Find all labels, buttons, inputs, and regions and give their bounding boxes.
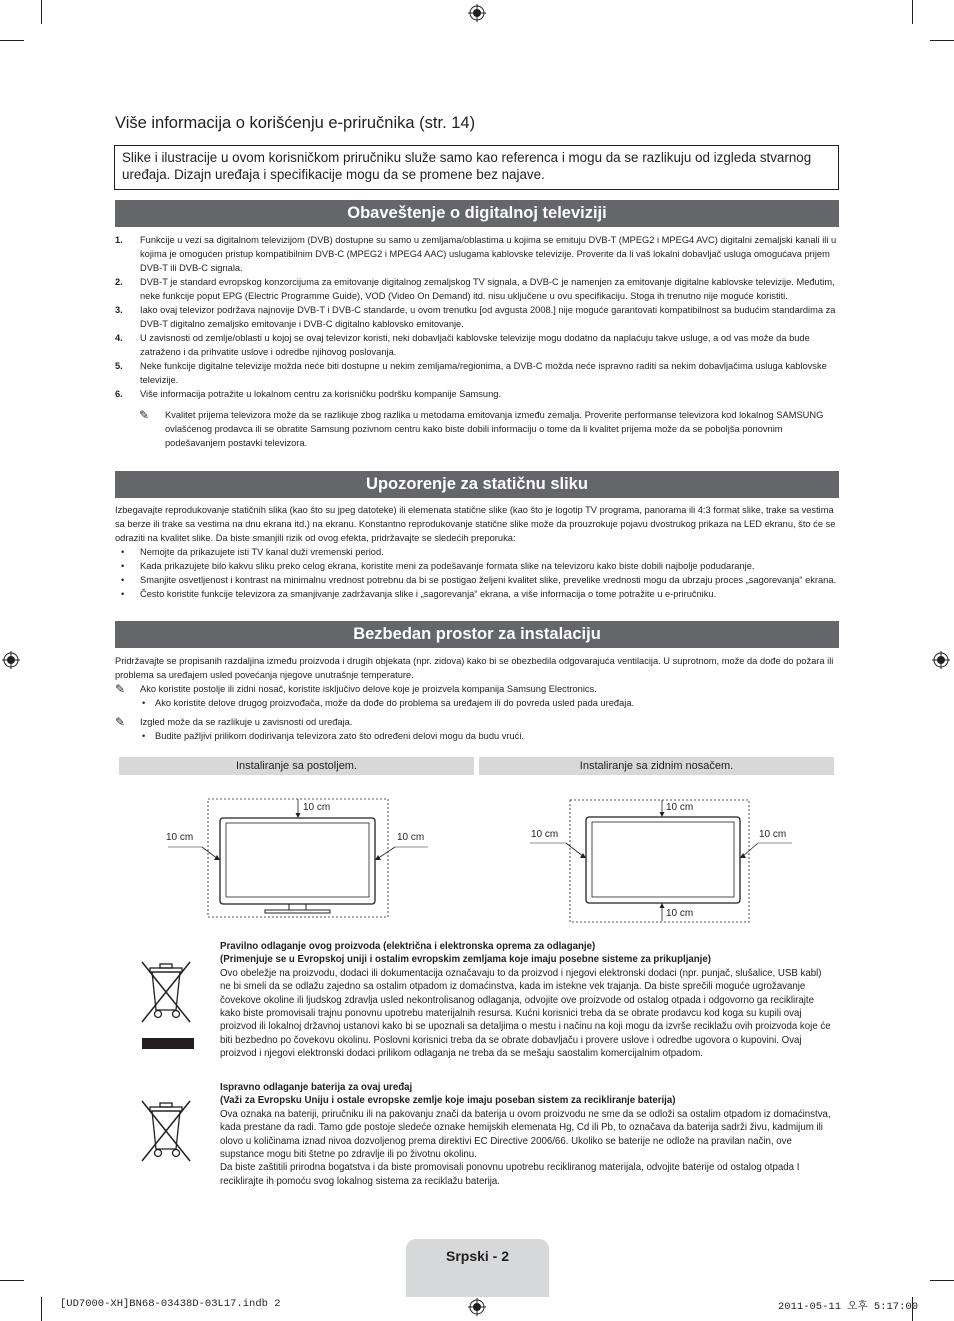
list-item: • Ako koristite delove drugog proizvođača, može da dođe do problema sa uređajem ili do povreda usled pada uređaja. (142, 698, 635, 708)
section-intro: Pridržavajte se propisanih razdaljina između proizvoda i drugih objekata (npr. zidova) kako bi se obezbedila odgovarajuća ventilacija. U suprotnom, može da dođe do požara ili problema sa uređajem usled povećanja njegove unutrašnje temperature. (115, 656, 834, 680)
installation-section (115, 654, 837, 743)
weee-text: Pravilno odlaganje ovog proizvoda (električna i elektronska oprema za odlaganje) (Primenjuje se u Evropskoj uniji i ostalim evropskim zemljama koje imaju posebne sisteme za prikupljanje) Ovo obeležje na proizvodu, dodaci ili dokumentacija označavaju to da proizvod i njegovi elektronski dodaci (npr. punjač, slušalice, USB kabl) ne bi smeli da se odlažu zajedno sa ostalim otpadom iz domaćinstva, kada im istekne vek trajanja. Da biste sprečili moguće ugrožavanje čovekove okoline ili ljudskog zdravlja usled nekontrolisanog odlaganja, odvojite ove proizvode od ostalog otpada i odgovorno ga reciklirajte kako biste promovisali trajnu ponovnu upotrebu materijalnih resursa. Kućni korisnici treba da se obrate prodavcu kod koga su kupili ovaj proizvod ili lokalnoj državnoj ustanovi kako bi se upoznali sa detaljima o mestu i načinu na koji mogu da izvrše reciklažu ovih proizvoda koje će biti bezbedno po čovekovu okolinu. Poslovni korisnici treba da se obrate dobavljaču i provere uslove i odredbe ugovora o kupovini. Ovaj proizvod i njegovi elektronski dodaci prilikom odlaganja ne treba da se mešaju saostalim komercijalnim otpadom. (220, 941, 831, 1060)
list-item: 2. DVB-T je standard evropskog konzorcijuma za emitovanje digitalnog zemaljskog TV signala, a DVB-C je namenjen za emitovanje digitalne kablovske televizije. Međutim, neke funkcije poput EPG (Electric Programme Guide), VOD (Video On Demand) itd. nisu uključene u ovu specifikaciju. Stoga ih trenutno nije moguće koristiti. (115, 277, 835, 301)
crop-mark (930, 40, 954, 41)
footer-timestamp: 2011-05-11 오후 5:17:00 (778, 1301, 919, 1313)
footer-filename: [UD7000-XH]BN68-03438D-03L17.indb 2 (60, 1298, 281, 1310)
list-item: 5. Neke funkcije digitalne televizije možda neće biti dostupne u nekim zemljama/regionima, a DVB-C možda neće ispravno raditi sa nekim dobavljačima usluga kablovske televizije. (115, 361, 827, 385)
list-item: 6. Više informacija potražite u lokalnom centru za korisničku podršku kompanije Samsung. (115, 389, 502, 399)
distance-label-top: 10 cm (303, 802, 331, 813)
registration-mark-icon (932, 651, 950, 669)
distance-label-bottom: 10 cm (666, 908, 694, 919)
tv-on-wall-icon (530, 795, 800, 925)
distance-label-right: 10 cm (759, 829, 787, 840)
registration-mark-icon (2, 651, 20, 669)
section-heading-digital-tv: Obaveštenje o digitalnoj televiziji (115, 200, 839, 227)
note-pencil-icon: ✎ (139, 408, 150, 422)
distance-label-left: 10 cm (531, 829, 559, 840)
note-item: ✎ Kvalitet prijema televizora može da se razlikuje zbog razlika u metodama emitovanja između zemalja. Proverite performanse televizora kod lokalnog SAMSUNG ovlašćenog prodavca ili se obratite Samsung pozivnom centru kako biste dobili informaciju o tome da li kvalitet prijema može da se poboljša ponovnim podešavanjem postavki televizora. (139, 408, 824, 448)
section-intro: Izbegavajte reprodukovanje statičnih slika (kao što su jpeg datoteke) ili elemenata statične slike (kao što je logotip TV programa, panorama ili 4:3 format slike, trake sa vestima sa berze ili trake sa vestima na dnu ekrana itd.) na ekranu. Konstantno reprodukovanje statične slike može da prouzrokuje pojavu dvostrukog prikaza na LED ekranu, što će se odraziti na kvalitet slike. Da biste smanjili rizik od ovog efekta, pridržavajte se sledećih preporuka: (115, 505, 836, 543)
page-title: Više informacija o korišćenju e-priručnika (str. 14) (115, 114, 476, 132)
digital-tv-list (115, 233, 837, 450)
column-heading-wall: Instaliranje sa zidnim nosačem. (479, 757, 834, 775)
crop-mark (41, 0, 42, 24)
crop-mark (912, 0, 913, 24)
list-item: 4. U zavisnosti od zemlje/oblasti u kojoj se ovaj televizor koristi, neki dobavljači kablovske televizije mogu dodatno da naplaćuju takve usluge, a od vas može da bude zatraženo i da prihvatite uslove i odredbe njihovog poslovanja. (115, 333, 810, 357)
section-heading-installation: Bezbedan prostor za instalaciju (115, 621, 839, 648)
list-item: • Kada prikazujete bilo kakvu sliku preko celog ekrana, koristite meni za podešavanje formata slike na televizoru kako biste dobili najbolje podudaranje. (121, 561, 755, 571)
crop-mark (0, 1280, 24, 1281)
tv-on-stand-icon (150, 795, 440, 920)
battery-text: Ispravno odlaganje baterija za ovaj uređaj (Važi za Evropsku Uniju i ostale evropske zemlje koje imaju poseban sistem za recikliranje baterija) Ova oznaka na bateriji, priručniku ili na pakovanju znači da baterija u ovom proizvodu ne sme da se odloži sa ostalim otpadom iz domaćinstva, kada prestane da radi. Tamo gde postoje sledeće oznake hemijskih elemenata Hg, Cd ili Pb, to označava da baterija sadrži živu, kadmijum ili olovo u količinama iznad nivoa dozvoljenog prema direktivi EC Directive 2006/66. Ukoliko se baterije ne odlože na pravilan način, ove supstance mogu biti štetne po zdravlje ili po životnu okolinu. Da biste zaštitili prirodna bogatstva i da biste promovisali ponovnu upotrebu recikliranog materijala, odvojite baterije od ostalog otpada I reciklirajte ih pomoću svog lokalnog sistema za reciklažu baterija. (220, 1082, 831, 1187)
distance-label-right: 10 cm (397, 832, 425, 843)
section-heading-still-image: Upozorenje za statičnu sliku (115, 471, 839, 498)
registration-mark-icon (468, 4, 486, 22)
note-item: ✎ Izgled može da se razlikuje u zavisnosti od uređaja. (115, 715, 353, 729)
note-box: Slike i ilustracije u ovom korisničkom priručniku služe samo kao referenca i mogu da se razlikuju od izgleda stvarnog uređaja. Dizajn uređaja i specifikacije mogu da se promene bez najave. (114, 145, 839, 190)
crossed-bin-icon (136, 958, 196, 1050)
crossed-battery-bin-icon (136, 1097, 196, 1167)
crop-mark (930, 1280, 954, 1281)
page-number-tab: Srpski - 2 (406, 1239, 549, 1297)
list-item: • Često koristite funkcije televizora za smanjivanje zadržavanja slike i „sagorevanja“ ekrana, a više informacija o tome potražite u e-priručniku. (121, 589, 717, 599)
distance-label-top: 10 cm (666, 802, 694, 813)
note-pencil-icon: ✎ (115, 682, 126, 696)
distance-label-left: 10 cm (166, 832, 194, 843)
list-item: • Smanjite osvetljenost i kontrast na minimalnu vrednost potrebnu da bi se postigao željeni kvalitet slike, prevelike vrednosti mogu da ubrzaju proces „sagorevanja“ ekrana. (121, 575, 837, 585)
list-item: • Nemojte da prikazujete isti TV kanal duži vremenski period. (121, 547, 384, 557)
column-heading-stand: Instaliranje sa postoljem. (119, 757, 474, 775)
crop-mark (0, 40, 24, 41)
registration-mark-icon (468, 1298, 486, 1316)
list-item: 3. Iako ovaj televizor podržava najnovije DVB-T i DVB-C standarde, u ovom trenutku [od avgusta 2008.] nije moguće garantovati kompatibilnost sa budućim standardima za DVB-T digitalno zemaljsko emitovanje i DVB-C digitalno kablovsko emitovanje. (115, 305, 836, 329)
list-item: • Budite pažljivi prilikom dodirivanja televizora zato što određeni delovi mogu da budu vrući. (142, 731, 524, 741)
still-image-section (115, 503, 837, 601)
list-item: 1. Funkcije u vezi sa digitalnom televizijom (DVB) dostupne su samo u zemljama/oblastima u kojima se emituju DVB-T (MPEG2 i MPEG4 AVC) digitalni zemaljski kanali ili u kojima je omogućen pristup kompatibilnim DVB-C (MPEG2 i MPEG4 AAC) uslugama kablovske televizije. Proverite da li vaš lokalni dobavljač usluga omogućava prijem DVB-T ili DVB-C signala. (115, 235, 837, 273)
note-item: ✎ Ako koristite postolje ili zidni nosač, koristite isključivo delove koje je proizvela kompanija Samsung Electronics. (115, 682, 597, 696)
crop-mark (41, 1297, 42, 1321)
note-pencil-icon: ✎ (115, 715, 126, 729)
